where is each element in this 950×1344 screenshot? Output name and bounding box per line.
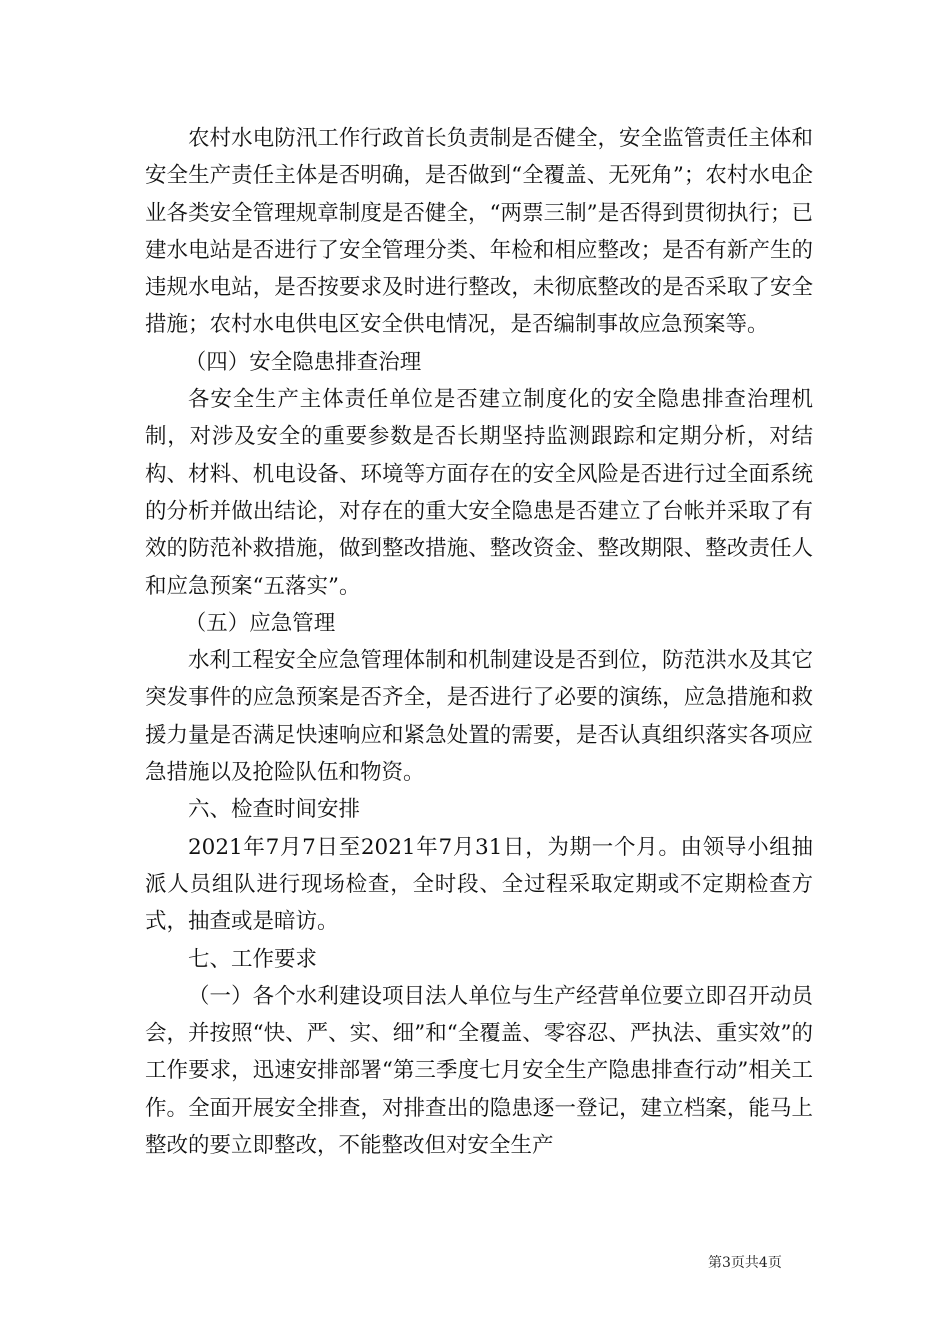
page-number-footer: 第3页共4页 <box>708 1255 782 1271</box>
paragraph-hazard-investigation: 各安全生产主体责任单位是否建立制度化的安全隐患排查治理机制，对涉及安全的重要参数是否长期坚持监测跟踪和定期分析，对结构、材料、机电设备、环境等方面存在的安全风险是否进行过全面系统的分析并做出结论，对存在的重大安全隐患是否建立了台帐并采取了有效的防范补救措施，做到整改措施、整改资金、整改期限、整改责任人和应急预案“五落实”。 <box>145 387 813 599</box>
subheading-hazard-investigation: （四）安全隐患排查治理 <box>184 349 422 375</box>
heading-inspection-schedule: 六、检查时间安排 <box>188 797 361 823</box>
paragraph-work-requirements-1: （一）各个水利建设项目法人单位与生产经营单位要立即召开动员会，并按照“快、严、实、细”和“全覆盖、零容忍、严执法、重实效”的工作要求，迅速安排部署“第三季度七月安全生产隐患排查行动”相关工作。全面开展安全排查，对排查出的隐患逐一登记，建立档案，能马上整改的要立即整改，不能整改但对安全生产 <box>145 983 813 1159</box>
document-body <box>145 120 813 1164</box>
subheading-emergency-management: （五）应急管理 <box>184 610 336 636</box>
paragraph-inspection-schedule: 2021年7月7日至2021年7月31日，为期一个月。由领导小组抽派人员组队进行现场检查，全时段、全过程采取定期或不定期检查方式，抽查或是暗访。 <box>145 834 813 935</box>
paragraph-emergency-management: 水利工程安全应急管理体制和机制建设是否到位，防范洪水及其它突发事件的应急预案是否齐全，是否进行了必要的演练，应急措施和救援力量是否满足快速响应和紧急处置的需要，是否认真组织落实各项应急措施以及抢险队伍和物资。 <box>145 648 813 786</box>
paragraph-rural-hydropower: 农村水电防汛工作行政首长负责制是否健全，安全监管责任主体和安全生产责任主体是否明确，是否做到“全覆盖、无死角”；农村水电企业各类安全管理规章制度是否健全，“两票三制”是否得到贯彻执行；已建水电站是否进行了安全管理分类、年检和相应整改；是否有新产生的违规水电站，是否按要求及时进行整改，未彻底整改的是否采取了安全措施；农村水电供电区安全供电情况，是否编制事故应急预案等。 <box>145 126 813 338</box>
heading-work-requirements: 七、工作要求 <box>188 946 318 972</box>
